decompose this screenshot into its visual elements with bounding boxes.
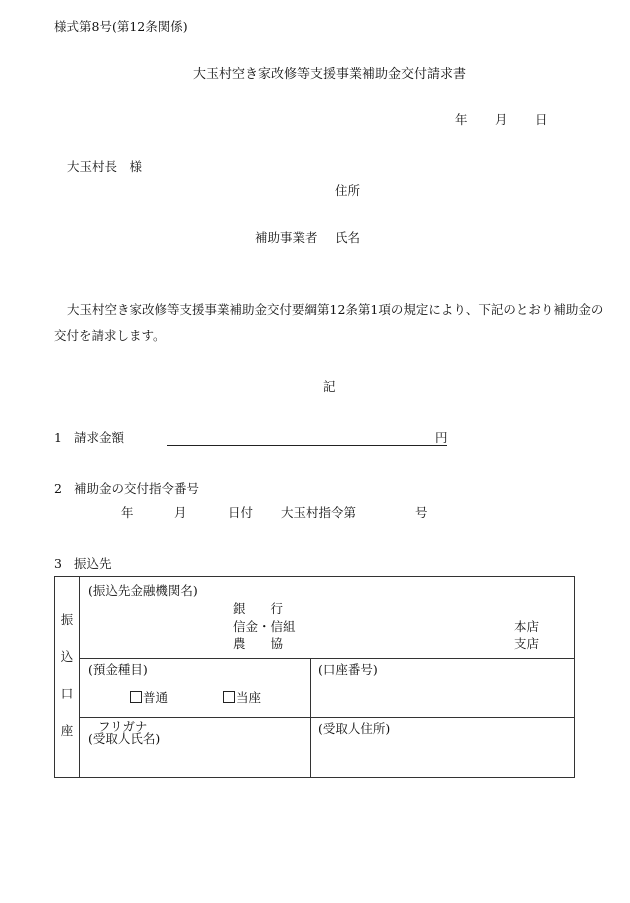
furigana-label: フリガナ bbox=[98, 719, 148, 734]
institution-cell[interactable] bbox=[80, 577, 575, 659]
item2-month: 月 bbox=[174, 505, 187, 520]
item2-go: 号 bbox=[415, 505, 428, 520]
item3-label: 振込先 bbox=[74, 556, 112, 571]
date-month-label: 月 bbox=[495, 112, 508, 127]
recipient-address-cell[interactable] bbox=[311, 718, 575, 778]
branch-branch-label: 支店 bbox=[514, 636, 540, 651]
institution-label: (振込先金融機関名) bbox=[88, 583, 198, 598]
recipient-name-cell[interactable] bbox=[80, 718, 311, 778]
item1-label: 請求金額 bbox=[74, 430, 125, 445]
amount-underline bbox=[167, 445, 447, 446]
checkbox-toza[interactable] bbox=[223, 691, 235, 703]
date-day-label: 日 bbox=[535, 112, 548, 127]
item1-number: 1 bbox=[54, 430, 62, 445]
document-title: 大玉村空き家改修等支援事業補助金交付請求書 bbox=[193, 67, 467, 82]
recipient-name-label: (受取人氏名) bbox=[88, 731, 161, 746]
bank-type-nokyo: 農 協 bbox=[233, 636, 284, 651]
address-label: 住所 bbox=[335, 183, 361, 198]
account-number-label: (口座番号) bbox=[318, 662, 378, 677]
item2-directive: 大玉村指令第 bbox=[281, 505, 357, 520]
bank-type-ginko: 銀 行 bbox=[233, 601, 284, 616]
recipient-address-label: (受取人住所) bbox=[318, 721, 391, 736]
item2-date: 日付 bbox=[228, 505, 254, 520]
item2-year: 年 bbox=[121, 505, 134, 520]
ki-heading: 記 bbox=[323, 379, 336, 394]
form-number: 様式第8号(第12条関係) bbox=[54, 19, 188, 34]
option-toza[interactable]: 当座 bbox=[223, 691, 261, 705]
date-year-label: 年 bbox=[455, 112, 468, 127]
side-char: 座 bbox=[60, 723, 74, 738]
option-futsu[interactable]: 普通 bbox=[130, 691, 168, 705]
applicant-role-label: 補助事業者 bbox=[255, 230, 318, 245]
account-side-label bbox=[55, 577, 80, 778]
branch-head-label: 本店 bbox=[514, 619, 540, 634]
checkbox-futsu[interactable] bbox=[130, 691, 142, 703]
addressee: 大玉村長 様 bbox=[67, 159, 143, 174]
deposit-type-cell bbox=[80, 659, 311, 718]
item1-unit: 円 bbox=[435, 430, 448, 445]
request-body-text: 大玉村空き家改修等支援事業補助金交付要綱第12条第1項の規定により、下記のとおり補助金の交付を請求します。 bbox=[54, 302, 604, 343]
applicant-name-label: 氏名 bbox=[335, 230, 361, 245]
bank-type-shinkin: 信金・信組 bbox=[233, 619, 296, 634]
side-char: 込 bbox=[60, 649, 74, 664]
bank-account-table bbox=[54, 576, 575, 778]
side-char: 口 bbox=[60, 686, 74, 701]
item3-number: 3 bbox=[54, 556, 62, 571]
deposit-type-label: (預金種目) bbox=[88, 662, 148, 677]
side-char: 振 bbox=[60, 612, 74, 627]
account-number-cell[interactable] bbox=[311, 659, 575, 718]
item2-number: 2 bbox=[54, 481, 62, 496]
item2-label: 補助金の交付指令番号 bbox=[74, 481, 200, 496]
